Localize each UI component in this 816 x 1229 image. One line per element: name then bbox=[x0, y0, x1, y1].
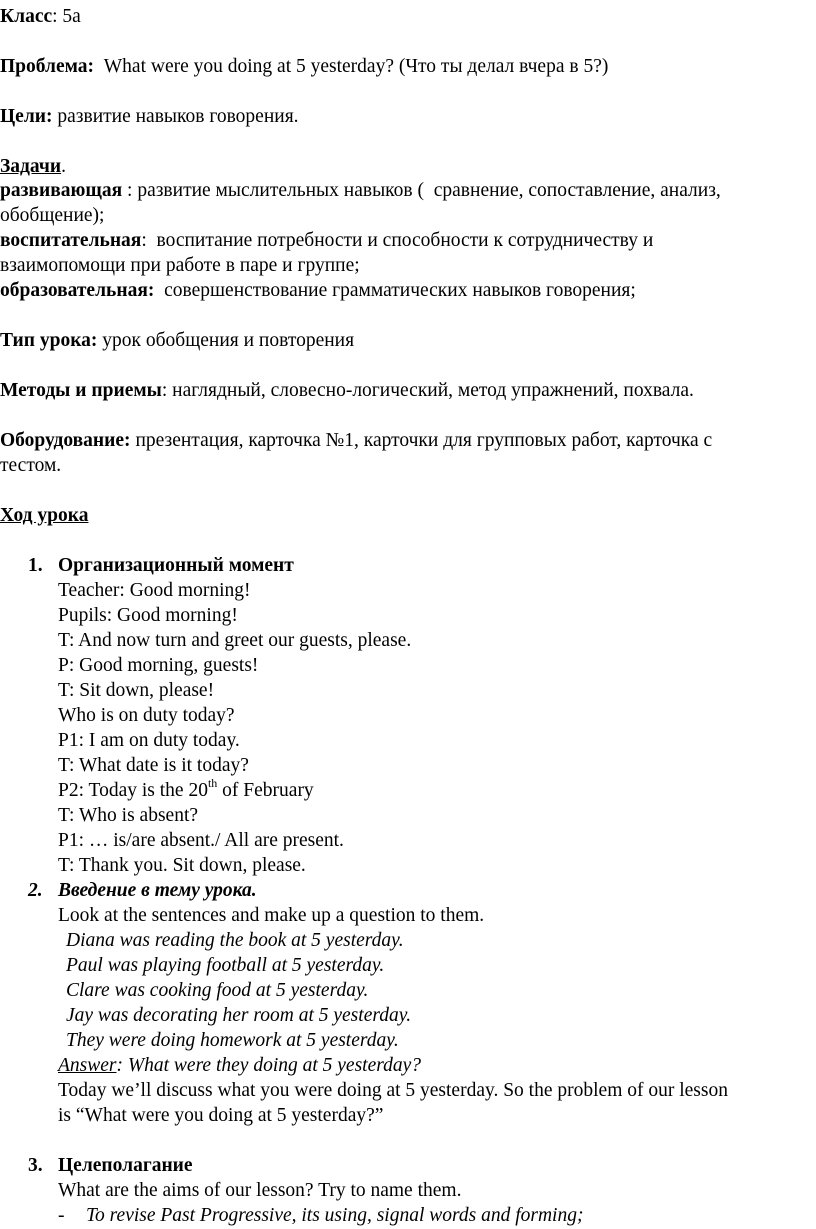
task2-value: : воспитание потребности и способности к сотрудничеству и bbox=[141, 230, 654, 251]
problem-value: What were you doing at 5 yesterday? (Что ты делал вчера в 5?) bbox=[94, 56, 609, 77]
section3-number: 3. bbox=[28, 1155, 43, 1176]
dialog-line: P: Good morning, guests! bbox=[58, 655, 259, 676]
dialog-line-date bbox=[58, 775, 314, 804]
dialog-line: P1: … is/are absent./ All are present. bbox=[58, 830, 344, 851]
section2-intro: Look at the sentences and make up a question to them. bbox=[58, 905, 485, 926]
goals-value: развитие навыков говорения. bbox=[52, 106, 299, 127]
tasks-line bbox=[0, 154, 66, 180]
dialog-line: T: Thank you. Sit down, please. bbox=[58, 855, 306, 876]
class-label: Класс bbox=[0, 6, 53, 27]
equipment-line-cont: тестом. bbox=[0, 455, 62, 476]
section3-question: What are the aims of our lesson? Try to name them. bbox=[58, 1180, 462, 1201]
date-suffix: th bbox=[207, 775, 218, 790]
dialog-line: T: What date is it today? bbox=[58, 755, 249, 776]
answer-line bbox=[58, 1053, 421, 1079]
equipment-label: Оборудование: bbox=[0, 430, 131, 451]
dialog-line: T: Sit down, please! bbox=[58, 680, 215, 701]
methods-label: Методы и приемы bbox=[0, 380, 162, 401]
task1-line bbox=[0, 178, 721, 204]
lesson-type-line bbox=[0, 328, 354, 354]
section1-number: 1. bbox=[28, 555, 43, 576]
lesson-type-value: урок обобщения и повторения bbox=[97, 330, 355, 351]
task2-line bbox=[0, 228, 653, 254]
example-sentence: Diana was reading the book at 5 yesterday. bbox=[66, 930, 404, 951]
section3-title: Целеполагание bbox=[58, 1155, 193, 1176]
discussion-line: Today we’ll discuss what you were doing at 5 yesterday. So the problem of our lesson bbox=[58, 1080, 728, 1101]
dialog-line: Who is on duty today? bbox=[58, 705, 235, 726]
dialog-line: Teacher: Good morning! bbox=[58, 580, 251, 601]
task1-line-cont: обобщение); bbox=[0, 205, 105, 226]
problem-label: Проблема: bbox=[0, 56, 95, 77]
section2-title: Введение в тему урока. bbox=[58, 880, 257, 901]
example-sentence: Clare was cooking food at 5 yesterday. bbox=[66, 980, 369, 1001]
tasks-label: Задачи bbox=[0, 156, 62, 177]
problem-line bbox=[0, 54, 608, 80]
example-sentence: Paul was playing football at 5 yesterday. bbox=[66, 955, 385, 976]
task2-label: воспитательная bbox=[0, 230, 142, 251]
dialog-line: T: And now turn and greet our guests, please. bbox=[58, 630, 412, 651]
tasks-dot: . bbox=[61, 156, 66, 177]
methods-value: : наглядный, словесно-логический, метод упражнений, похвала. bbox=[161, 380, 694, 401]
bullet-dash: - bbox=[58, 1205, 65, 1226]
task2-line-cont: взаимопомощи при работе в паре и группе; bbox=[0, 255, 360, 276]
date-month: of February bbox=[217, 780, 314, 801]
task3-label: образовательная: bbox=[0, 280, 155, 301]
section2-number: 2. bbox=[28, 880, 43, 901]
goals-label: Цели: bbox=[0, 106, 53, 127]
task1-value: : развитие мыслительных навыков ( сравнение, сопоставление, анализ, bbox=[122, 180, 721, 201]
dialog-line: Pupils: Good morning! bbox=[58, 605, 238, 626]
task3-line bbox=[0, 278, 636, 304]
lesson-heading: Ход урока bbox=[0, 505, 89, 526]
task1-label: развивающая bbox=[0, 180, 123, 201]
goals-line bbox=[0, 104, 299, 130]
dialog-line: P1: I am on duty today. bbox=[58, 730, 240, 751]
methods-line bbox=[0, 378, 694, 404]
answer-label: Answer bbox=[58, 1055, 117, 1076]
equipment-line bbox=[0, 428, 712, 454]
example-sentence: Jay was decorating her room at 5 yesterday. bbox=[66, 1005, 412, 1026]
discussion-line-cont: is “What were you doing at 5 yesterday?” bbox=[58, 1105, 384, 1126]
answer-value: : What were they doing at 5 yesterday? bbox=[116, 1055, 422, 1076]
task3-value: совершенствование грамматических навыков говорения; bbox=[154, 280, 636, 301]
example-sentence: They were doing homework at 5 yesterday. bbox=[66, 1030, 399, 1051]
class-line bbox=[0, 4, 81, 30]
section1-title: Организационный момент bbox=[58, 555, 294, 576]
aim-item: To revise Past Progressive, its using, signal words and forming; bbox=[86, 1205, 584, 1226]
lesson-type-label: Тип урока: bbox=[0, 330, 98, 351]
class-value: : 5а bbox=[52, 6, 81, 27]
dialog-line: T: Who is absent? bbox=[58, 805, 199, 826]
date-text: P2: Today is the 20 bbox=[58, 780, 208, 801]
equipment-value: презентация, карточка №1, карточки для групповых работ, карточка с bbox=[130, 430, 713, 451]
